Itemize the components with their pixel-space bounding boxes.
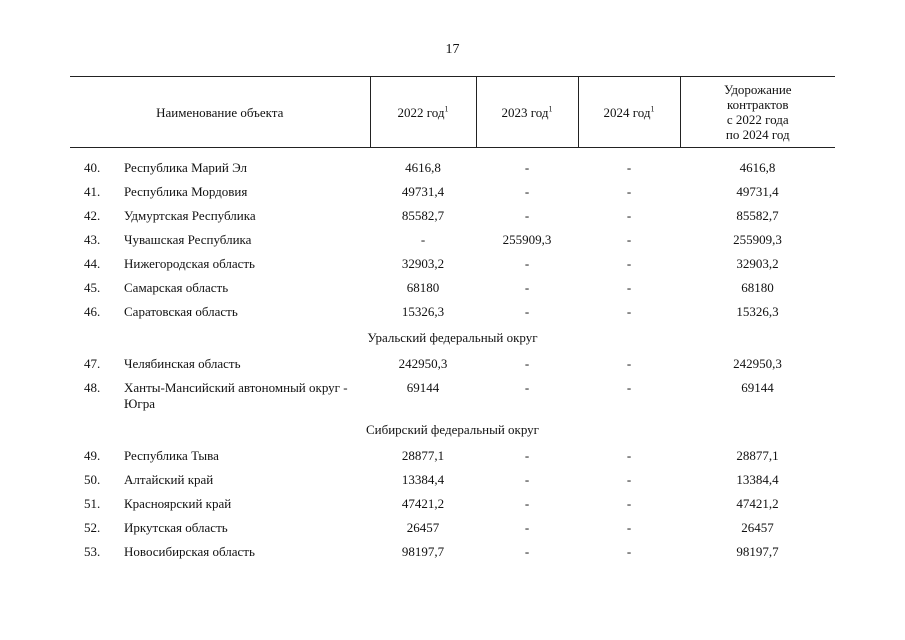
- row-number: 48.: [84, 380, 101, 395]
- footnote-mark: 1: [650, 104, 655, 114]
- value-2022: 69144: [406, 380, 440, 395]
- value-2023: -: [524, 256, 530, 271]
- value-2023: -: [524, 356, 530, 371]
- value-cost-increase: 32903,2: [736, 256, 779, 271]
- value-2023: -: [524, 472, 530, 487]
- object-name: Самарская область: [124, 280, 229, 295]
- value-2024: -: [626, 160, 632, 175]
- header-2024-text: 2024 год: [603, 104, 651, 120]
- value-2022: 32903,2: [401, 256, 445, 271]
- value-2024: -: [626, 184, 632, 199]
- row-number: 45.: [84, 280, 101, 295]
- header-increase-line2: контрактов: [726, 97, 789, 112]
- row-number: 51.: [84, 496, 101, 511]
- value-2022: -: [420, 232, 426, 247]
- table-row: [70, 352, 835, 376]
- value-2022: 28877,1: [401, 448, 445, 463]
- object-name: Нижегородская область: [124, 256, 255, 271]
- object-name-cell: [70, 276, 370, 300]
- row-number: 49.: [84, 448, 101, 463]
- value-2023: -: [524, 160, 530, 175]
- value-cost-increase: 13384,4: [736, 472, 779, 487]
- district-group-title: Уральский федеральный округ: [367, 330, 538, 345]
- object-name: Республика Марий Эл: [124, 160, 247, 175]
- header-2024: [578, 77, 680, 148]
- value-2023: -: [524, 280, 530, 295]
- header-2023-text: 2023 год: [501, 104, 549, 120]
- header-object-name: [70, 77, 370, 148]
- district-group-row: [70, 324, 835, 352]
- value-2023: 255909,3: [502, 232, 552, 247]
- footnote-mark: 1: [444, 104, 449, 114]
- table-row: [70, 492, 835, 516]
- object-name: Саратовская область: [124, 304, 238, 319]
- row-number: 52.: [84, 520, 101, 535]
- object-name-cell: [70, 468, 370, 492]
- object-name: Новосибирская область: [124, 544, 255, 559]
- row-number: 40.: [84, 160, 101, 175]
- value-2023: -: [524, 208, 530, 223]
- table-row: [70, 252, 835, 276]
- value-2024: -: [626, 496, 632, 511]
- header-increase-line3: с 2022 года: [726, 112, 789, 127]
- row-number: 46.: [84, 304, 101, 319]
- value-2023: -: [524, 184, 530, 199]
- table-row: [70, 204, 835, 228]
- header-increase-line1: Удорожание: [723, 82, 792, 97]
- row-number: 43.: [84, 232, 101, 247]
- table-row: [70, 276, 835, 300]
- object-name: Красноярский край: [124, 496, 232, 511]
- object-name-cell: [70, 540, 370, 564]
- value-2023: -: [524, 520, 530, 535]
- district-group-row: [70, 416, 835, 444]
- value-cost-increase: 98197,7: [736, 544, 779, 559]
- object-name: Удмуртская Республика: [124, 208, 256, 223]
- value-2024: -: [626, 520, 632, 535]
- value-2024: -: [626, 280, 632, 295]
- value-2023: -: [524, 448, 530, 463]
- object-name-cell: [70, 376, 370, 416]
- value-2022: 26457: [406, 520, 440, 535]
- district-group-title: Сибирский федеральный округ: [365, 422, 540, 437]
- value-cost-increase: 47421,2: [736, 496, 779, 511]
- table-body: [70, 148, 835, 565]
- table-row: [70, 228, 835, 252]
- value-cost-increase: 28877,1: [736, 448, 779, 463]
- header-2022: [370, 77, 476, 148]
- header-2022-text: 2022 год: [397, 104, 445, 120]
- value-cost-increase: 85582,7: [736, 208, 779, 223]
- value-cost-increase: 4616,8: [739, 160, 776, 175]
- table-row: [70, 180, 835, 204]
- object-name-cell: [70, 300, 370, 324]
- table-row: [70, 444, 835, 468]
- value-2023: -: [524, 544, 530, 559]
- value-cost-increase: 69144: [741, 380, 774, 395]
- row-number: 53.: [84, 544, 101, 559]
- cost-table: [70, 76, 835, 564]
- value-2024: -: [626, 544, 632, 559]
- value-2023: -: [524, 496, 530, 511]
- object-name-cell: [70, 180, 370, 204]
- value-2022: 15326,3: [401, 304, 445, 319]
- header-cost-increase: [680, 77, 835, 148]
- value-cost-increase: 255909,3: [733, 232, 782, 247]
- header-2023: [476, 77, 578, 148]
- value-2024: -: [626, 448, 632, 463]
- value-2022: 47421,2: [401, 496, 445, 511]
- page-number: 17: [445, 42, 460, 57]
- object-name: Республика Тыва: [124, 448, 219, 463]
- value-2023: -: [524, 380, 530, 395]
- row-number: 41.: [84, 184, 101, 199]
- table-row: [70, 516, 835, 540]
- object-name: Иркутская область: [124, 520, 228, 535]
- row-number: 47.: [84, 356, 101, 371]
- object-name-cell: [70, 252, 370, 276]
- value-2022: 49731,4: [401, 184, 445, 199]
- value-cost-increase: 15326,3: [736, 304, 779, 319]
- value-2022: 4616,8: [405, 160, 441, 175]
- row-number: 50.: [84, 472, 101, 487]
- value-2022: 85582,7: [401, 208, 445, 223]
- object-name-cell: [70, 204, 370, 228]
- table-row: [70, 468, 835, 492]
- row-number: 44.: [84, 256, 101, 271]
- header-row: [70, 77, 835, 148]
- object-name-cell: [70, 516, 370, 540]
- table-row: [70, 540, 835, 564]
- table-row: [70, 376, 835, 416]
- object-name: Челябинская область: [124, 356, 241, 371]
- value-2024: -: [626, 208, 632, 223]
- value-2024: -: [626, 380, 632, 395]
- value-2024: -: [626, 256, 632, 271]
- object-name: Чувашская Республика: [124, 232, 252, 247]
- object-name: Ханты-Мансийский автономный округ - Югра: [124, 380, 348, 411]
- value-cost-increase: 68180: [741, 280, 774, 295]
- value-2024: -: [626, 304, 632, 319]
- value-2022: 68180: [406, 280, 440, 295]
- value-2024: -: [626, 472, 632, 487]
- object-name: Алтайский край: [124, 472, 214, 487]
- object-name-cell: [70, 352, 370, 376]
- value-2023: -: [524, 304, 530, 319]
- header-object-name-text: Наименование объекта: [156, 104, 284, 120]
- value-2024: -: [626, 232, 632, 247]
- value-2024: -: [626, 356, 632, 371]
- value-cost-increase: 242950,3: [733, 356, 782, 371]
- value-2022: 13384,4: [401, 472, 445, 487]
- object-name-cell: [70, 492, 370, 516]
- value-cost-increase: 49731,4: [736, 184, 779, 199]
- table-row: [70, 148, 835, 181]
- header-increase-line4: по 2024 год: [725, 127, 790, 142]
- table-row: [70, 300, 835, 324]
- object-name-cell: [70, 228, 370, 252]
- value-cost-increase: 26457: [741, 520, 774, 535]
- object-name: Республика Мордовия: [124, 184, 248, 199]
- object-name-cell: [70, 148, 370, 181]
- row-number: 42.: [84, 208, 101, 223]
- value-2022: 242950,3: [398, 356, 448, 371]
- footnote-mark: 1: [548, 104, 553, 114]
- object-name-cell: [70, 444, 370, 468]
- value-2022: 98197,7: [401, 544, 445, 559]
